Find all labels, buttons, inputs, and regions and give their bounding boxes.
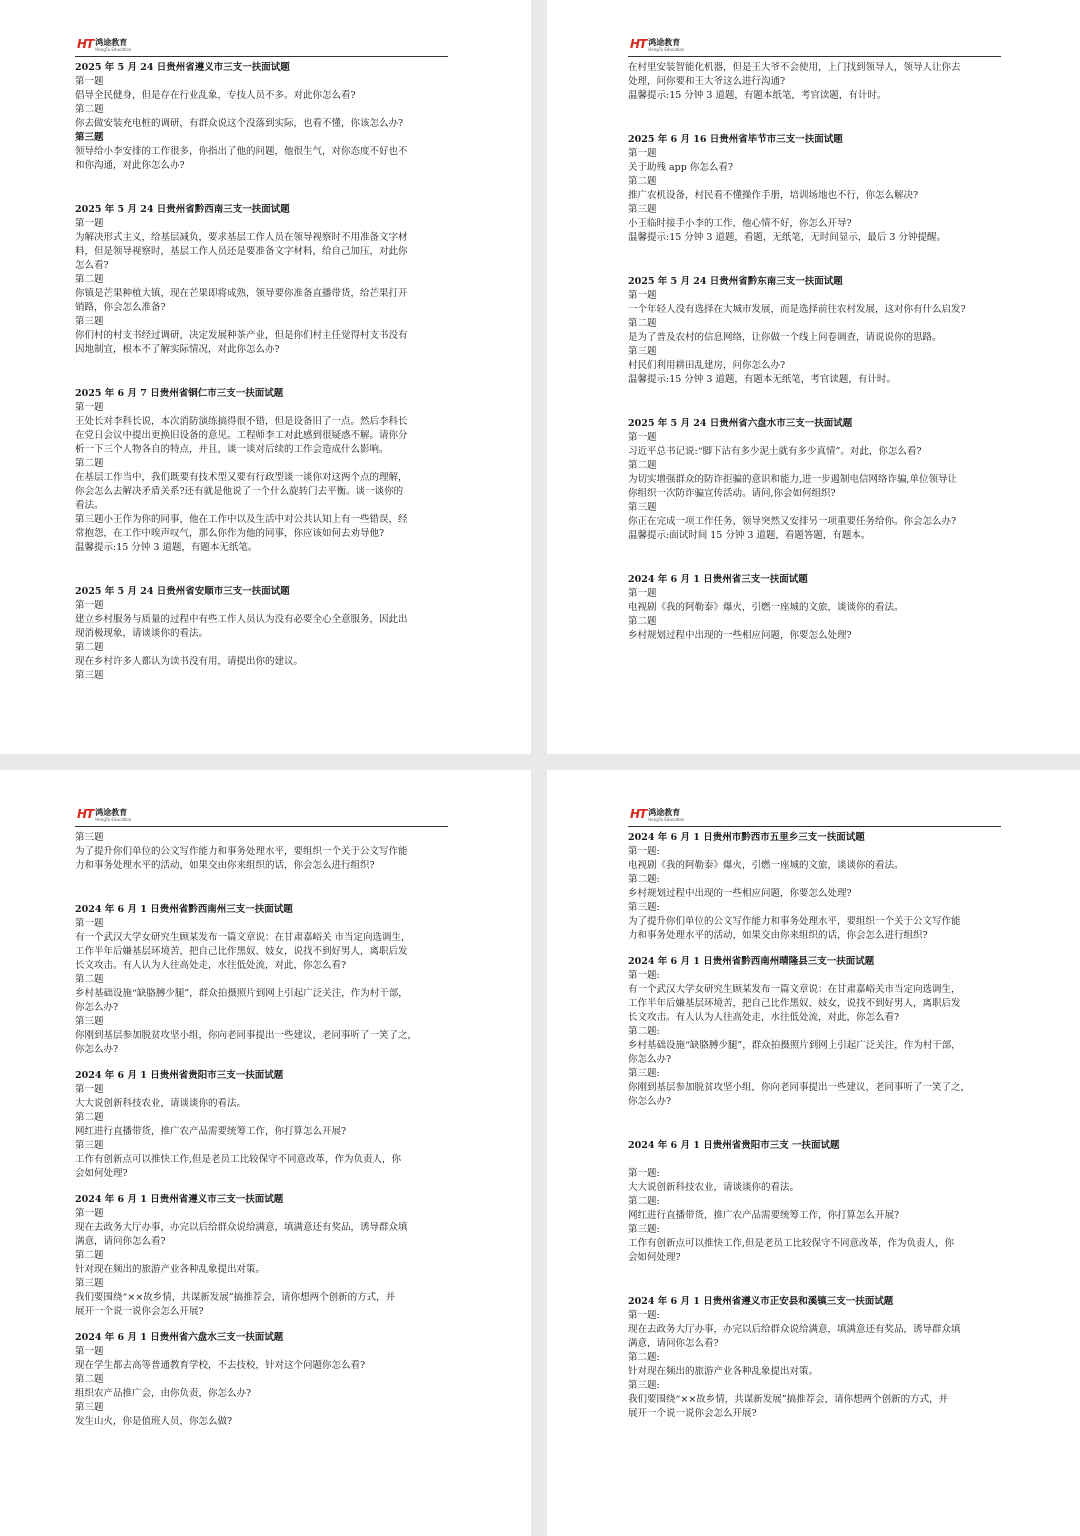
question-text: 现在去政务大厅办事，办完以后给群众说给满意，填满意还有奖品，诱导群众填 bbox=[75, 1222, 408, 1233]
exam-section bbox=[628, 417, 1004, 543]
section-title: 2024 年 6 月 1 日贵州省贵阳市三支 一扶面试题 bbox=[628, 1140, 840, 1151]
question-label: 第一题 bbox=[628, 432, 657, 443]
page-header bbox=[75, 808, 448, 827]
page-content bbox=[75, 831, 451, 1429]
logo-name: 鸿途教育 bbox=[95, 808, 128, 817]
exam-section bbox=[628, 1139, 1004, 1265]
exam-section bbox=[75, 1331, 451, 1429]
question-text: 你去做安装充电桩的调研，有群众说这个没落到实际，也看不懂，你该怎么办? bbox=[75, 118, 404, 129]
question-label: 第三题: bbox=[628, 902, 660, 913]
question-text: 组织农产品推广会，由你负责，你怎么办? bbox=[75, 1388, 252, 1399]
question-text: 工作有创新点可以推快工作,但是老员工比较保守不同意改革，作为负责人，你 bbox=[75, 1154, 402, 1165]
question-text: 长文攻击。有人认为人往高处走，水往低处流，对此，你怎么看? bbox=[75, 960, 347, 971]
question-text: 你刚到基层参加脱贫攻坚小组，你向老同事提出一些建议，老同事听了一笑了之， bbox=[628, 1082, 971, 1093]
question-label: 第一题 bbox=[628, 148, 657, 159]
question-label: 第三题 bbox=[75, 832, 104, 843]
question-text: 针对现在频出的旅游产业各种乱象提出对策。 bbox=[75, 1264, 266, 1275]
section-title: 2025 年 5 月 24 日贵州省黔西南三支一扶面试题 bbox=[75, 204, 290, 215]
exam-section bbox=[628, 275, 1004, 387]
exam-section bbox=[75, 1069, 451, 1181]
question-text: 发生山火，你是值班人员，你怎么做? bbox=[75, 1416, 233, 1427]
exam-section bbox=[75, 203, 451, 357]
question-text: 为了提升你们单位的公文写作能力和事务处理水平，要组织一个关于公文写作能 bbox=[628, 916, 961, 927]
question-text: 你镇是芒果种植大镇，现在芒果即将成熟，领导要你准备直播带货，给芒果打开 bbox=[75, 288, 408, 299]
logo-mark: HT bbox=[630, 37, 647, 51]
question-text: 乡村基础设施“缺胳膊少腿”，群众拍摄照片到网上引起广泛关注，作为村干部， bbox=[75, 988, 408, 999]
question-text: 电视剧《我的阿勒泰》爆火，引燃一座城的文旅，谈谈你的看法。 bbox=[628, 860, 904, 871]
logo-name: 鸿途教育 bbox=[648, 808, 681, 817]
question-text: 会如何处理? bbox=[628, 1252, 681, 1263]
question-text: 王处长对李科长说，本次消防演练搞得很不错，但是设备旧了一点。然后李科长 bbox=[75, 416, 408, 427]
question-text: 乡村规划过程中出现的一些相应问题，你要怎么处理? bbox=[628, 888, 852, 899]
question-text: 工作有创新点可以推快工作,但是老员工比较保守不同意改革，作为负责人，你 bbox=[628, 1238, 955, 1249]
question-text: 现在去政务大厅办事，办完以后给群众说给满意，填满意还有奖品，诱导群众填 bbox=[628, 1324, 961, 1335]
question-label: 第一题 bbox=[75, 76, 104, 87]
exam-section bbox=[75, 585, 451, 683]
question-text: 展开一个说一说你会怎么开展? bbox=[75, 1306, 204, 1317]
question-text: 你组织一次防诈骗宣传活动。请问,你会如何组织? bbox=[628, 488, 836, 499]
section-title: 2025 年 5 月 24 日贵州省安顺市三支一扶面试题 bbox=[75, 586, 290, 597]
question-label: 第二题 bbox=[628, 176, 657, 187]
question-text: 为切实增强群众的防诈拒骗的意识和能力,进一步遏制电信网络诈骗,单位领导让 bbox=[628, 474, 958, 485]
question-text: 关于助残 app 你怎么看? bbox=[628, 162, 733, 173]
question-label: 第二题: bbox=[628, 1352, 660, 1363]
question-label: 第二题: bbox=[628, 874, 660, 885]
section-title: 2025 年 6 月 7 日贵州省铜仁市三支一扶面试题 bbox=[75, 388, 284, 399]
logo-subtitle: HongTu Education bbox=[648, 47, 685, 52]
exam-section bbox=[628, 133, 1004, 245]
question-label: 第一题: bbox=[628, 1168, 660, 1179]
exam-section bbox=[75, 831, 451, 873]
logo-name: 鸿途教育 bbox=[648, 38, 681, 47]
question-text: 你怎么办? bbox=[628, 1054, 672, 1065]
section-title: 2024 年 6 月 1 日贵州省三支一扶面试题 bbox=[628, 574, 808, 585]
question-label: 第一题 bbox=[75, 600, 104, 611]
document-page-4 bbox=[547, 770, 1080, 1536]
question-text: 乡村规划过程中出现的一些相应问题，你要怎么处理? bbox=[628, 630, 852, 641]
logo-mark: HT bbox=[77, 37, 94, 51]
question-label: 第三题 bbox=[75, 1016, 104, 1027]
question-text: 你怎么办? bbox=[75, 1002, 119, 1013]
hongtu-logo bbox=[630, 38, 684, 52]
question-text: 温馨提示:面试时间 15 分钟 3 道题，看题答题，有题本。 bbox=[628, 530, 871, 541]
question-text: 常抱怨，在工作中唉声叹气，那么你作为他的同事，你应该如何去劝导他? bbox=[75, 528, 385, 539]
question-text: 你怎么办? bbox=[628, 1096, 672, 1107]
question-text: 温馨提示:15 分钟 3 道题，有题本纸笔，考官读题，有计时。 bbox=[628, 90, 887, 101]
question-label: 第二题 bbox=[628, 318, 657, 329]
question-label: 第一题: bbox=[628, 1310, 660, 1321]
question-text: 你会怎么去解决矛盾关系?还有就是他说了一个什么旋转门去平衡。谈一谈你的 bbox=[75, 486, 404, 497]
document-page-3 bbox=[0, 770, 531, 1536]
question-label: 第三题 bbox=[628, 502, 657, 513]
question-text: 展开一个说一说你会怎么开展? bbox=[628, 1408, 757, 1419]
exam-section bbox=[75, 387, 451, 555]
question-label: 第三题 bbox=[628, 346, 657, 357]
question-text: 是为了普及农村的信息网络，让你做一个线上问卷调查，请说说你的思路。 bbox=[628, 332, 942, 343]
question-label: 第三题 bbox=[75, 1278, 104, 1289]
exam-section bbox=[628, 573, 1004, 643]
question-label: 第一题 bbox=[75, 1084, 104, 1095]
question-text: 长文攻击。有人认为人往高处走，水往低处流，对此，你怎么看? bbox=[628, 1012, 900, 1023]
section-title: 2024 年 6 月 1 日贵州省黔西南州晴隆县三支一扶面试题 bbox=[628, 956, 875, 967]
exam-section bbox=[628, 61, 1004, 103]
logo-mark: HT bbox=[630, 807, 647, 821]
blank-line bbox=[628, 1153, 1004, 1167]
logo-subtitle: HongTu Education bbox=[95, 47, 132, 52]
question-label: 第一题: bbox=[628, 846, 660, 857]
question-label: 第二题 bbox=[75, 1112, 104, 1123]
section-title: 2024 年 6 月 1 日贵州省黔西南州三支一扶面试题 bbox=[75, 904, 293, 915]
question-label: 第二题: bbox=[628, 1026, 660, 1037]
page-header bbox=[75, 38, 448, 57]
question-label: 第三题: bbox=[628, 1224, 660, 1235]
page-header bbox=[628, 38, 1001, 57]
question-text: 温馨提示:15 分钟 3 道题，有题本无纸笔。 bbox=[75, 542, 258, 553]
question-label: 第二题 bbox=[75, 104, 104, 115]
question-text: 现消极现象，请谈谈你的看法。 bbox=[75, 628, 209, 639]
question-text: 看法。 bbox=[75, 500, 104, 511]
section-title: 2024 年 6 月 1 日贵州省贵阳市三支一扶面试题 bbox=[75, 1070, 284, 1081]
document-page-2 bbox=[547, 0, 1080, 754]
question-text: 温馨提示:15 分钟 3 道题，看题，无纸笔，无时间显示，最后 3 分钟提醒。 bbox=[628, 232, 946, 243]
exam-section bbox=[75, 1193, 451, 1319]
hongtu-logo bbox=[630, 808, 684, 822]
logo-name: 鸿途教育 bbox=[95, 38, 128, 47]
question-text: 力和事务处理水平的活动，如果交由你来组织的话，你会怎么进行组织? bbox=[628, 930, 928, 941]
document-page-1 bbox=[0, 0, 531, 754]
question-text: 领导给小李安排的工作很多，你指出了他的问题，他很生气，对你态度不好也不 bbox=[75, 146, 408, 157]
section-title: 2025 年 5 月 24 日贵州省遵义市三支一扶面试题 bbox=[75, 62, 290, 73]
section-title: 2024 年 6 月 1 日贵州省六盘水三支一扶面试题 bbox=[75, 1332, 284, 1343]
question-text: 我们要围绕“××故乡情，共谋新发展”搞推荐会，请你想两个创新的方式，并 bbox=[628, 1394, 949, 1405]
logo-subtitle: HongTu Education bbox=[95, 817, 132, 822]
page-content bbox=[628, 831, 1004, 1421]
question-label: 第一题 bbox=[75, 218, 104, 229]
hongtu-logo bbox=[77, 38, 131, 52]
question-label: 第三题 bbox=[75, 1402, 104, 1413]
section-title: 2025 年 5 月 24 日贵州省黔东南三支一扶面试题 bbox=[628, 276, 843, 287]
question-text: 和你沟通，对此你怎么办? bbox=[75, 160, 185, 171]
question-text: 为解决形式主义，给基层减负，要求基层工作人员在领导视察时不用准备文字材 bbox=[75, 232, 408, 243]
question-label: 第三题 bbox=[75, 132, 104, 143]
question-text: 网红进行直播带货，推广农产品需要统筹工作，你打算怎么开展? bbox=[628, 1210, 900, 1221]
question-text: 倡导全民健身，但是存在行业乱象，专技人员不多。对此你怎么看? bbox=[75, 90, 356, 101]
question-text: 现在乡村许多人都认为读书没有用，请提出你的建议。 bbox=[75, 656, 304, 667]
exam-section bbox=[75, 61, 451, 173]
question-text: 处理，问你要和王大爷这么进行沟通? bbox=[628, 76, 786, 87]
section-title: 2024 年 6 月 1 日贵州省遵义市正安县和溪镇三支一扶面试题 bbox=[628, 1296, 894, 1307]
question-text: 电视剧《我的阿勒泰》爆火，引燃一座城的文旅，谈谈你的看法。 bbox=[628, 602, 904, 613]
question-label: 第三题 bbox=[75, 1140, 104, 1151]
page-content bbox=[75, 61, 451, 683]
question-label: 第二题 bbox=[75, 1250, 104, 1261]
question-text: 我们要围绕“××故乡情，共谋新发展”搞推荐会，请你想两个创新的方式，并 bbox=[75, 1292, 396, 1303]
hongtu-logo bbox=[77, 808, 131, 822]
question-text: 网红进行直播带货，推广农产品需要统筹工作，你打算怎么开展? bbox=[75, 1126, 347, 1137]
question-text: 推广农机设备，村民看不懂操作手册，培训场地也不行，你怎么解决? bbox=[628, 190, 919, 201]
question-label: 第三题: bbox=[628, 1380, 660, 1391]
question-label: 第二题 bbox=[75, 642, 104, 653]
question-label: 第二题: bbox=[628, 1196, 660, 1207]
exam-section bbox=[628, 955, 1004, 1109]
question-text: 村民们利用耕田乱建房，问你怎么办? bbox=[628, 360, 786, 371]
question-text: 销路，你会怎么准备? bbox=[75, 302, 166, 313]
question-text: 小王临时接手小李的工作，他心情不好，你怎么开导? bbox=[628, 218, 852, 229]
question-text: 满意，请问你怎么看? bbox=[75, 1236, 166, 1247]
question-label: 第二题 bbox=[75, 274, 104, 285]
section-title: 2025 年 5 月 24 日贵州省六盘水市三支一扶面试题 bbox=[628, 418, 853, 429]
question-text: 工作半年后嫌基层环境苦，把自己比作黑奴、妓女，说找不到好男人，离职后发 bbox=[628, 998, 961, 1009]
question-text: 析一下三个人物各自的特点，并且，谈一谈对后续的工作会造成什么影响。 bbox=[75, 444, 389, 455]
question-text: 料，但是领导视察时，基层工作人员还是要准备文字材料，给自己加压，对此你 bbox=[75, 246, 408, 257]
question-label: 第二题 bbox=[75, 1374, 104, 1385]
question-text: 怎么看? bbox=[75, 260, 109, 271]
question-label: 第一题 bbox=[75, 402, 104, 413]
question-text: 工作半年后嫌基层环境苦，把自己比作黑奴、妓女，说找不到好男人，离职后发 bbox=[75, 946, 408, 957]
question-label: 第二题 bbox=[628, 616, 657, 627]
question-text: 有一个武汉大学女研究生顾某发布一篇文章说：在甘肃嘉峪关市当定向选调生， bbox=[628, 984, 961, 995]
section-title: 2024 年 6 月 1 日贵州市黔西市五里乡三支一扶面试题 bbox=[628, 832, 865, 843]
question-label: 第二题 bbox=[75, 974, 104, 985]
exam-section bbox=[628, 1295, 1004, 1421]
question-text: 现在学生都去高等普通教育学校，不去技校，针对这个问题你怎么看? bbox=[75, 1360, 366, 1371]
question-text: 针对现在频出的旅游产业各种乱象提出对策。 bbox=[628, 1366, 819, 1377]
question-label: 第一题: bbox=[628, 970, 660, 981]
question-text: 乡村基础设施“缺胳膊少腿”，群众拍摄照片到网上引起广泛关注，作为村干部， bbox=[628, 1040, 961, 1051]
question-label: 第三题 bbox=[628, 204, 657, 215]
question-label: 第二题 bbox=[628, 460, 657, 471]
question-text: 有一个武汉大学女研究生顾某发布一篇文章说：在甘肃嘉峪关 市当定向选调生， bbox=[75, 932, 411, 943]
page-content bbox=[628, 61, 1004, 643]
question-text: 一个年轻人没有选择在大城市发展，而是选择前往农村发展，这对你有什么启发? bbox=[628, 304, 966, 315]
question-text: 满意，请问你怎么看? bbox=[628, 1338, 719, 1349]
question-label: 第一题 bbox=[628, 588, 657, 599]
page-header bbox=[628, 808, 1001, 827]
question-label: 第三题 bbox=[75, 316, 104, 327]
question-text: 在村里安装智能化机器，但是王大爷不会使用，上门找到领导人，领导人让你去 bbox=[628, 62, 961, 73]
question-text: 你怎么办? bbox=[75, 1044, 119, 1055]
question-text: 在党日会议中提出更换旧设备的意见。工程师李工对此感到很疑惑不解。请你分 bbox=[75, 430, 408, 441]
logo-subtitle: HongTu Education bbox=[648, 817, 685, 822]
question-label: 第一题 bbox=[75, 918, 104, 929]
question-text: 习近平总书记说:“脚下沾有多少泥土就有多少真情”。对此，你怎么看? bbox=[628, 446, 922, 457]
question-label: 第二题 bbox=[75, 458, 104, 469]
question-text: 大大说创新科技农业，请谈谈你的看法。 bbox=[628, 1182, 800, 1193]
question-text: 大大说创新科技农业，请谈谈你的看法。 bbox=[75, 1098, 247, 1109]
question-text: 你们村的村支书经过调研，决定发展种茶产业，但是你们村主任觉得村支书没有 bbox=[75, 330, 408, 341]
question-text: 建立乡村服务与质量的过程中有些工作人员认为没有必要全心全意服务，因此出 bbox=[75, 614, 408, 625]
question-text: 为了提升你们单位的公文写作能力和事务处理水平，要组织一个关于公文写作能 bbox=[75, 846, 408, 857]
question-text: 你正在完成一项工作任务，领导突然又安排另一项重要任务给你。你会怎么办? bbox=[628, 516, 957, 527]
section-title: 2024 年 6 月 1 日贵州省遵义市三支一扶面试题 bbox=[75, 1194, 284, 1205]
question-text: 因地制宜，根本不了解实际情况，对此你怎么办? bbox=[75, 344, 280, 355]
question-label: 第三题: bbox=[628, 1068, 660, 1079]
question-text: 第三题小王作为你的同事，他在工作中以及生活中对公共认知上有一些错误，经 bbox=[75, 514, 408, 525]
question-text: 你刚到基层参加脱贫攻坚小组，你向老同事提出一些建议，老同事听了一笑了之， bbox=[75, 1030, 418, 1041]
question-text: 温馨提示:15 分钟 3 道题，有题本无纸笔，考官读题，有计时。 bbox=[628, 374, 896, 385]
question-text: 在基层工作当中，我们既要有技术型又要有行政型谈一谈你对这两个点的理解， bbox=[75, 472, 408, 483]
logo-mark: HT bbox=[77, 807, 94, 821]
question-label: 第三题 bbox=[75, 670, 104, 681]
question-label: 第一题 bbox=[75, 1346, 104, 1357]
exam-section bbox=[75, 903, 451, 1057]
question-text: 会如何处理? bbox=[75, 1168, 128, 1179]
section-title: 2025 年 6 月 16 日贵州省毕节市三支一扶面试题 bbox=[628, 134, 843, 145]
exam-section bbox=[628, 831, 1004, 943]
question-label: 第一题 bbox=[628, 290, 657, 301]
question-label: 第一题 bbox=[75, 1208, 104, 1219]
question-text: 力和事务处理水平的活动，如果交由你来组织的话，你会怎么进行组织? bbox=[75, 860, 375, 871]
